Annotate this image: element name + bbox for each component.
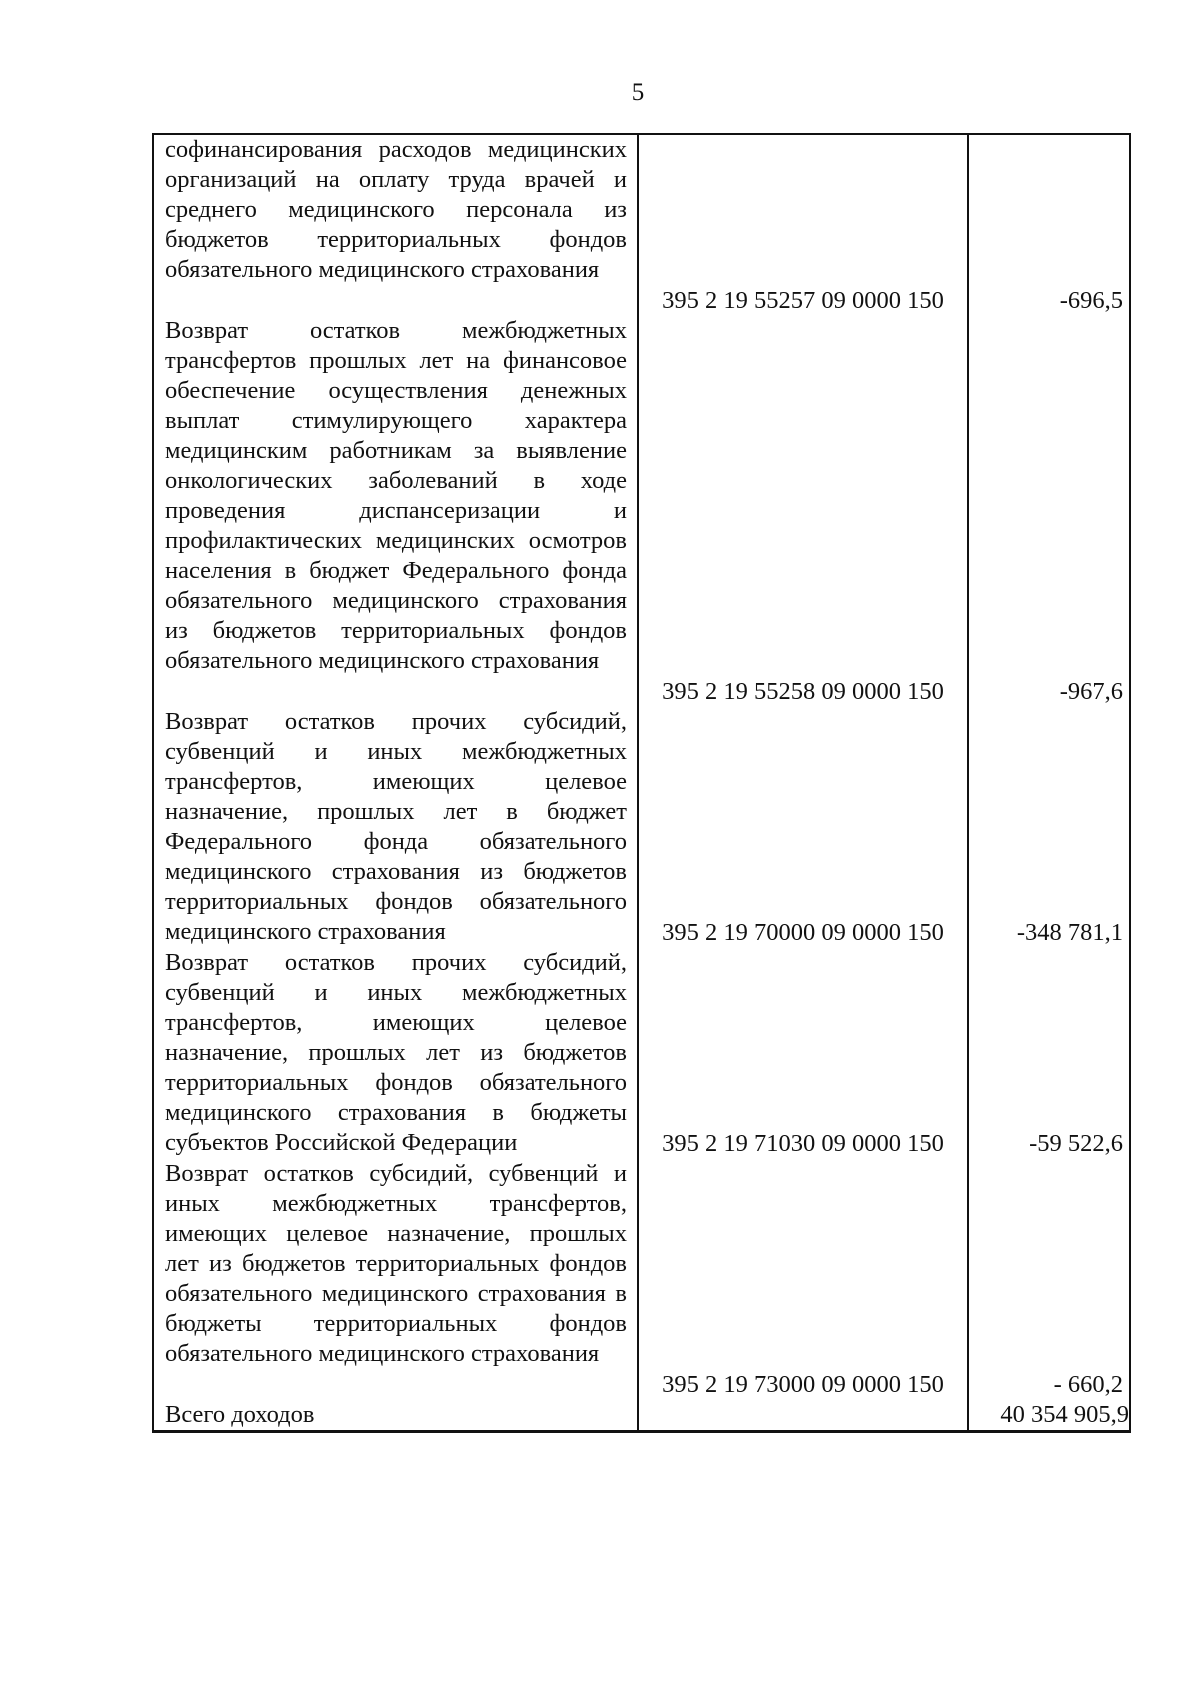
row-budget-code: 395 2 19 55258 09 0000 150 xyxy=(639,316,969,707)
row-description: Возврат остатков межбюджетных трансфертов прошлых лет на финансовое обеспечение осуществления денежных выплат стимулирующего характера медицинским работникам за выявление онкологических заболеваний в ходе проведения диспансеризации и профилактических медицинских осмотров населения в бюджет Федерального фонда обязательного медицинского страхования из бюджетов территориальных фондов обязательного медицинского страхования xyxy=(154,316,639,707)
table-row xyxy=(154,948,1129,1159)
page-number: 5 xyxy=(631,79,645,106)
total-label: Всего доходов xyxy=(154,1400,639,1430)
total-amount: 40 354 905,9 xyxy=(1000,1401,1129,1428)
row-budget-code: 395 2 19 71030 09 0000 150 xyxy=(639,948,969,1159)
row-budget-code: 395 2 19 73000 09 0000 150 xyxy=(639,1159,969,1400)
total-row xyxy=(154,1400,1129,1430)
row-amount: -696,5 xyxy=(1059,287,1123,314)
row-amount: - 660,2 xyxy=(1053,1371,1123,1398)
row-amount: -59 522,6 xyxy=(1029,1130,1123,1157)
total-budget-code xyxy=(639,1400,969,1430)
row-description: софинансирования расходов медицинских организаций на оплату труда врачей и среднего медицинского персонала из бюджетов территориальных фондов обязательного медицинского страхования xyxy=(154,135,639,316)
row-budget-code: 395 2 19 55257 09 0000 150 xyxy=(639,135,969,316)
row-amount: -348 781,1 xyxy=(1016,919,1123,946)
row-description: Возврат остатков прочих субсидий, субвенций и иных межбюджетных трансфертов, имеющих целевое назначение, прошлых лет в бюджет Федерального фонда обязательного медицинского страхования из бюджетов территориальных фондов обязательного медицинского страхования xyxy=(154,707,639,948)
row-budget-code: 395 2 19 70000 09 0000 150 xyxy=(639,707,969,948)
row-amount: -967,6 xyxy=(1059,678,1123,705)
table-row xyxy=(154,707,1129,948)
row-description: Возврат остатков прочих субсидий, субвенций и иных межбюджетных трансфертов, имеющих целевое назначение, прошлых лет из бюджетов территориальных фондов обязательного медицинского страхования в бюджеты субъектов Российской Федерации xyxy=(154,948,639,1159)
table-row xyxy=(154,135,1129,316)
budget-table xyxy=(152,133,1131,1433)
row-description: Возврат остатков субсидий, субвенций и иных межбюджетных трансфертов, имеющих целевое назначение, прошлых лет из бюджетов территориальных фондов обязательного медицинского страхования в бюджеты территориальных фондов обязательного медицинского страхования xyxy=(154,1159,639,1400)
table-row xyxy=(154,316,1129,707)
table-row xyxy=(154,1159,1129,1400)
